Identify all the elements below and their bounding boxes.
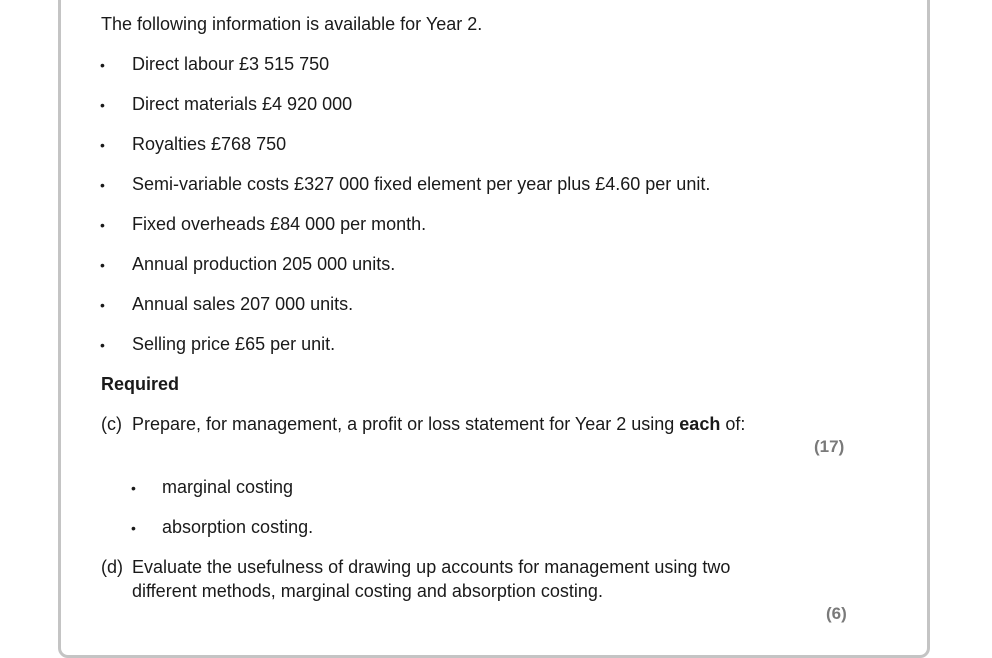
info-item-royalties: Royalties £768 750 [132,134,287,154]
bullet-icon: • [100,97,105,113]
bullet-icon: • [131,520,136,536]
info-item-direct-labour: Direct labour £3 515 750 [132,54,330,74]
required-heading: Required [101,374,180,394]
info-item-annual-sales: Annual sales 207 000 units. [132,294,354,314]
question-d-text-line2: different methods, marginal costing and absorption costing. [132,581,603,601]
bullet-icon: • [100,257,105,273]
question-c-text-before: Prepare, for management, a profit or loss statement for Year 2 using [132,414,680,434]
bullet-icon: • [100,137,105,153]
bullet-icon: • [100,297,105,313]
info-item-semi-variable-costs: Semi-variable costs £327 000 fixed element per year plus £4.60 per unit. [132,174,711,194]
question-d-text-line1: Evaluate the usefulness of drawing up accounts for management using two [132,557,731,577]
bullet-icon: • [100,337,105,353]
bullet-icon: • [131,480,136,496]
question-c-sub-item-absorption: absorption costing. [162,517,314,537]
question-c-sub-item-marginal: marginal costing [162,477,294,497]
question-d-label: (d) [101,557,123,577]
info-item-direct-materials: Direct materials £4 920 000 [132,94,353,114]
info-item-fixed-overheads: Fixed overheads £84 000 per month. [132,214,427,234]
intro-text: The following information is available for Year 2. [101,14,483,34]
question-c-label: (c) [101,414,122,434]
question-c-text-bold: each [679,414,721,434]
bullet-icon: • [100,217,105,233]
question-c-text [132,413,745,435]
question-c-marks: (17) [814,437,845,456]
info-item-annual-production: Annual production 205 000 units. [132,254,396,274]
question-d-marks: (6) [826,604,847,623]
bullet-icon: • [100,57,105,73]
info-item-selling-price: Selling price £65 per unit. [132,334,336,354]
question-c-text-after: of: [720,414,746,434]
bullet-icon: • [100,177,105,193]
